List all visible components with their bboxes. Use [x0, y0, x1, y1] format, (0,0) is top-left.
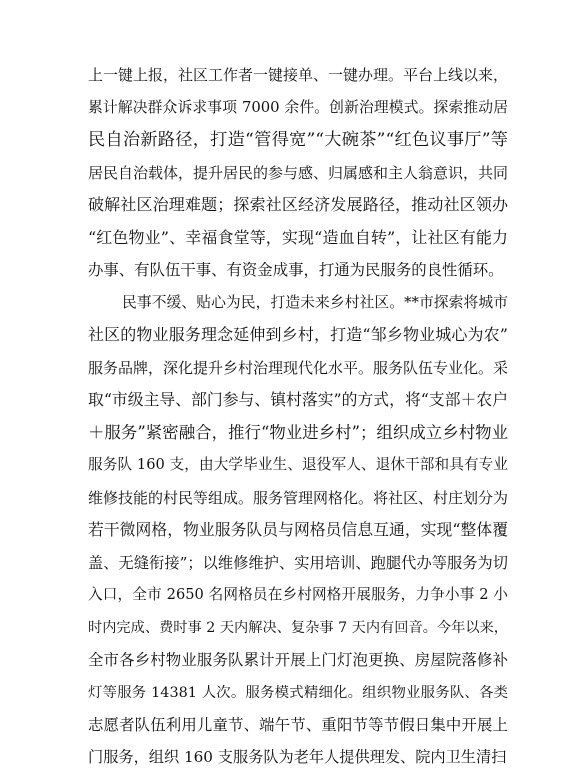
text-line: 服务队 160 支，由大学毕业生、退役军人、退休干部和具有专业 — [88, 456, 508, 473]
text-line: 取“市级主导、部门参与、镇村落实”的方式，将“支部＋农户 — [88, 390, 508, 409]
text-line: 灯等服务 14381 人次。服务模式精细化。组织物业服务队、各类 — [88, 685, 508, 701]
text-line: 服务品牌，深化提升乡村治理现代化水平。服务队伍专业化。采 — [88, 359, 508, 377]
text-line: ＋服务”紧密融合，推行“物业进乡村”；组织成立乡村物业 — [88, 423, 508, 442]
text-line: 门服务，组织 160 支服务队为老年人提供理发、院内卫生清扫 — [88, 748, 507, 766]
text-line: 维修技能的村民等组成。服务管理网格化。将社区、村庄划分为 — [88, 489, 508, 507]
text-line: “红色物业”、幸福食堂等，实现“造血自转”，让社区有能力 — [88, 228, 508, 247]
text-line: 上一键上报，社区工作者一键接单、一键办理。平台上线以来， — [88, 66, 508, 84]
text-line: 全市各乡村物业服务队累计开展上门灯泡更换、房屋院落修补 — [88, 651, 508, 669]
text-line: 累计解决群众诉求事项 7000 余件。创新治理模式。探索推动居 — [88, 99, 508, 116]
text-line: 盖、无缝衔接”；以维修维护、实用培训、跑腿代办等服务为切 — [88, 554, 508, 572]
text-line: 破解社区治理难题；探索社区经济发展路径，推动社区领办 — [88, 195, 508, 214]
text-line: 入口，全市 2650 名网格员在乡村网格开展服务，力争小事 2 小 — [88, 586, 508, 603]
text-line: 办事、有队伍干事、有资金成事，打通为民服务的良性循环。 — [88, 261, 504, 279]
text-line: 民自治新路径，打造“管得宽”“大碗茶”“红色议事厅”等 — [88, 130, 508, 150]
text-line: 志愿者队伍利用儿童节、端午节、重阳节等节假日集中开展上 — [88, 716, 508, 734]
text-line: 时内完成、费时事 2 天内解决、复杂事 7 天内有回音。今年以来， — [88, 620, 508, 636]
text-line: 社区的物业服务理念延伸到乡村，打造“邹乡物业城心为农” — [88, 325, 508, 344]
text-line: 若干微网格，物业服务队员与网格员信息互通，实现“整体覆 — [88, 520, 508, 539]
paragraph-first-line: 民事不缓、贴心为民，打造未来乡村社区。**市探索将城市 — [122, 294, 508, 311]
text-line: 居民自治载体，提升居民的参与感、归属感和主人翁意识，共同 — [88, 164, 508, 182]
